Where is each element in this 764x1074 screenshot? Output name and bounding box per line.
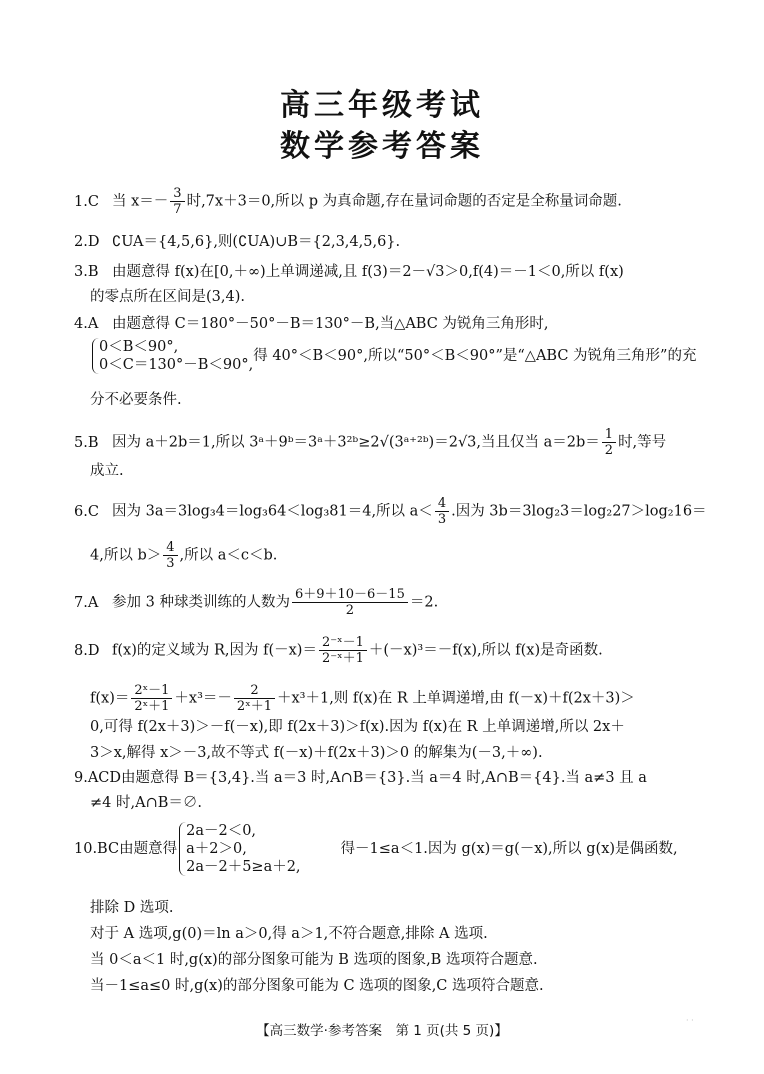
answer-label: 8.D xyxy=(74,642,100,659)
answer-4-cont: 分不必要条件. xyxy=(90,392,182,408)
answer-label: 1.C xyxy=(74,193,99,210)
fraction: $\frac{\text{2ˣ－1}}{\text{2ˣ＋1}}$ xyxy=(131,683,172,714)
answer-label: 7.A xyxy=(74,594,99,611)
answer-label: 9.ACD xyxy=(74,770,122,786)
answer-9-cont: ≠4 时,A∩B＝∅. xyxy=(90,795,202,811)
page-subtitle: 数学参考答案 xyxy=(280,129,484,164)
answer-label: 2.D xyxy=(74,234,100,250)
answer-8-cont3: 3＞x,解得 x＞－3,故不等式 f(－x)＋f(2x＋3)＞0 的解集为(－3,＋∞). xyxy=(90,745,543,761)
answer-10-cont2: 对于 A 选项,g(0)＝ln a＞0,得 a＞1,不符合题意,排除 A 选项. xyxy=(90,926,488,942)
fraction: $\frac{2}{\text{2ˣ＋1}}$ xyxy=(234,683,275,714)
fraction: $\frac{\text{2⁻ˣ－1}}{\text{2⁻ˣ＋1}}$ xyxy=(319,635,367,666)
answer-3: 3.B 由题意得 f(x)在[0,＋∞)上单调递减,且 f(3)＝2－√3＞0,f(4)＝－1＜0,所以 f(x) xyxy=(74,264,624,280)
answer-label: 3.B xyxy=(74,264,99,280)
scan-dots: · · xyxy=(686,1016,694,1025)
answer-4-system: 0＜B＜90°, 0＜C＝130°－B＜90°, 得 40°＜B＜90°,所以“50°＜B＜90°”是“△ABC 为锐角三角形”的充 xyxy=(90,338,696,374)
fraction: $\frac{4}{3}$ xyxy=(435,496,449,527)
answer-label: 5.B xyxy=(74,434,99,451)
answer-1: 1.C 当 x＝－ $\frac{3}{7}$ 时,7x＋3＝0,所以 p 为真命题,存在量词命题的否定是全称量词命题. xyxy=(74,186,622,217)
answer-8: 8.D f(x)的定义域为 R,因为 f(－x)＝ $\frac{\text{2⁻ˣ－1}}{\text{2⁻ˣ＋1}}$ ＋(－x)³＝－f(x),所以 f(x)是奇函数. xyxy=(74,635,603,666)
answer-10-cont1: 排除 D 选项. xyxy=(90,900,174,916)
fraction: $\frac{1}{2}$ xyxy=(602,427,616,458)
answer-10-cont4: 当－1≤a≤0 时,g(x)的部分图象可能为 C 选项的图象,C 选项符合题意. xyxy=(90,978,544,994)
answer-label: 4.A xyxy=(74,316,99,332)
answer-10: 10.BC由题意得 2a－2＜0, a＋2＞0, 2a－2＋5≥a＋2, 得－1≤a＜1.因为 g(x)＝g(－x),所以 g(x)是偶函数, xyxy=(74,823,678,875)
answer-5: 5.B 因为 a＋2b＝1,所以 3ᵃ＋9ᵇ＝3ᵃ＋3²ᵇ≥2√(3ᵃ⁺²ᵇ)＝2√3,当且仅当 a＝2b＝ $\frac{1}{2}$ 时,等号 xyxy=(74,427,667,458)
answer-5-cont: 成立. xyxy=(90,463,124,479)
page-footer: 【高三数学·参考答案 第 1 页(共 5 页)】 xyxy=(256,1023,508,1039)
answer-6-cont: 4,所以 b＞ $\frac{4}{3}$ ,所以 a＜c＜b. xyxy=(90,540,278,571)
page-title: 高三年级考试 xyxy=(280,88,484,123)
answer-label: 6.C xyxy=(74,503,99,520)
answer-2: 2.D ∁UA＝{4,5,6},则(∁UA)∪B＝{2,3,4,5,6}. xyxy=(74,234,401,250)
answer-7: 7.A 参加 3 种球类训练的人数为 $\frac{6+9+10-6-15}{2}$ ＝2. xyxy=(74,587,439,618)
fraction: $\frac{4}{3}$ xyxy=(163,540,177,571)
brace-system: 2a－2＜0, a＋2＞0, 2a－2＋5≥a＋2, xyxy=(179,822,300,876)
fraction: $\frac{3}{7}$ xyxy=(170,186,184,217)
answer-8-cont: f(x)＝ $\frac{\text{2ˣ－1}}{\text{2ˣ＋1}}$ ＋x³＝－ $\frac{2}{\text{2ˣ＋1}}$ ＋x³＋1,则 f(x)在 R 上单调递增,由 f(－x)＋f(2x＋3)＞ xyxy=(90,683,635,714)
answer-4: 4.A 由题意得 C＝180°－50°－B＝130°－B,当△ABC 为锐角三角形时, xyxy=(74,316,549,332)
fraction: $\frac{6+9+10-6-15}{2}$ xyxy=(292,587,408,618)
answer-8-cont2: 0,可得 f(2x＋3)＞－f(－x),即 f(2x＋3)＞f(x).因为 f(x)在 R 上单调递增,所以 2x＋ xyxy=(90,719,625,735)
answer-label: 10.BC xyxy=(74,841,120,857)
answer-3-cont: 的零点所在区间是(3,4). xyxy=(90,289,245,305)
brace-system: 0＜B＜90°, 0＜C＝130°－B＜90°, xyxy=(92,338,253,374)
answer-9: 9.ACD由题意得 B＝{3,4}.当 a＝3 时,A∩B＝{3}.当 a＝4 时,A∩B＝{4}.当 a≠3 且 a xyxy=(74,770,647,786)
answer-10-cont3: 当 0＜a＜1 时,g(x)的部分图象可能为 B 选项的图象,B 选项符合题意. xyxy=(90,952,538,968)
answer-6: 6.C 因为 3a＝3log₃4＝log₃64＜log₃81＝4,所以 a＜ $\frac{4}{3}$ .因为 3b＝3log₂3＝log₂27＞log₂16＝ xyxy=(74,496,707,527)
